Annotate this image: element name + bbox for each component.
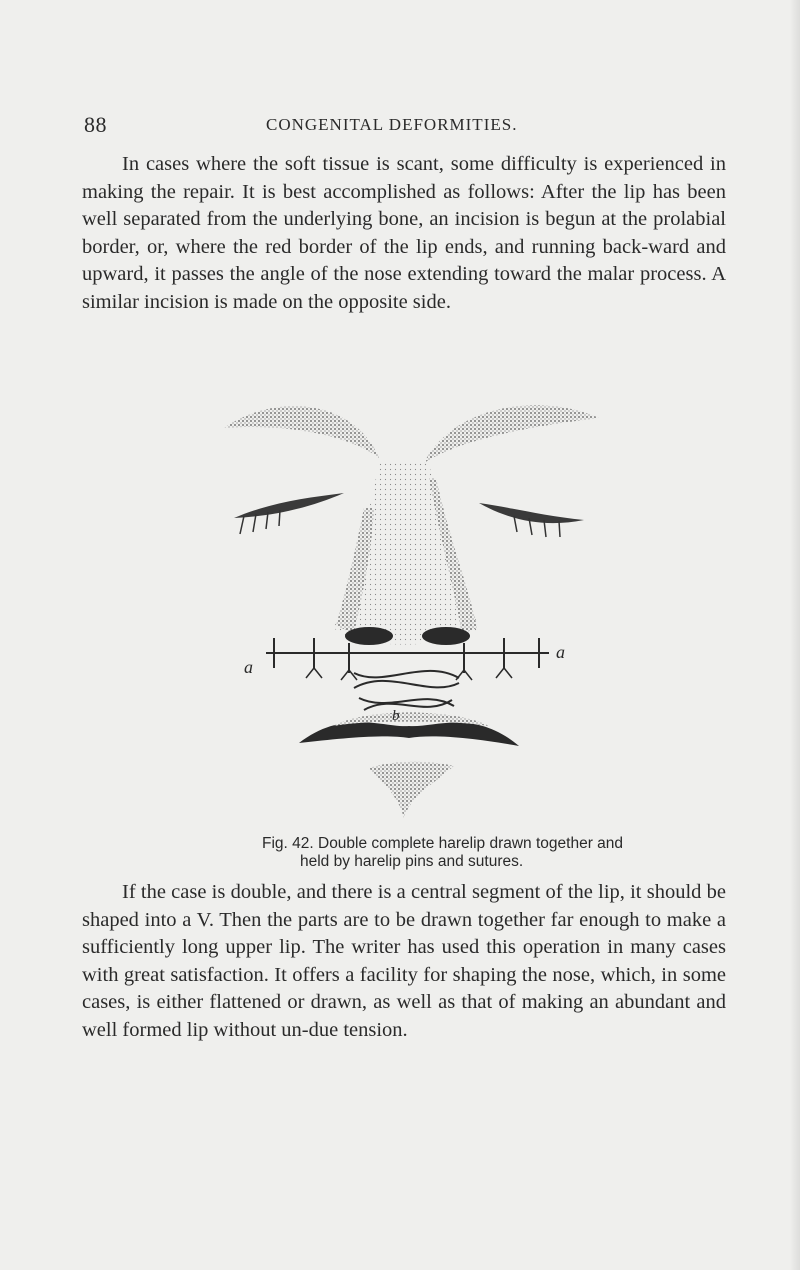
paragraph-1: In cases where the soft tissue is scant, some difficulty is experienced in making the repair. It is best accomplished as follows: After the lip has been well separated from the underlying bone, an incision is begun at the prolabial border, or, where the red border of the lip ends, and running back-ward and upward, it passes the angle of the nose extending toward the malar process. A similar incision is made on the opposite side.: [82, 153, 726, 313]
figure-label-b: b: [392, 708, 400, 724]
caption-line-1: Fig. 42. Double complete harelip drawn together and: [262, 835, 624, 852]
page-header: [84, 112, 724, 142]
chin: [369, 762, 454, 818]
upper-lip: [299, 722, 519, 746]
right-eye: [479, 503, 584, 523]
running-head: CONGENITAL DEFORMITIES.: [266, 115, 518, 134]
left-eyebrow: [224, 406, 379, 458]
figure-label-a-right: a: [556, 642, 565, 662]
page-number: 88: [84, 112, 107, 137]
figure-caption: [226, 835, 656, 871]
figure-42-illustration: [214, 388, 604, 828]
sutures: [354, 671, 459, 710]
caption-line-2: held by harelip pins and sutures.: [300, 853, 524, 870]
paragraph-2: If the case is double, and there is a central segment of the lip, it should be shaped into a V. Then the parts are to be drawn together far enough to make a sufficiently long upper lip. The writer has used this operation in many cases with great satisfaction. It offers a facility for shaping the nose, which, in some cases, is either flattened or drawn, as well as that of making an abundant and well formed lip without un-due tension.: [82, 881, 726, 1041]
right-nostril: [422, 627, 470, 645]
left-nostril: [345, 627, 393, 645]
figure-label-a-left: a: [244, 657, 253, 677]
right-eyebrow: [424, 405, 599, 463]
left-eye: [234, 493, 344, 518]
page-edge-shadow: [790, 0, 800, 1270]
pin-tips: [306, 668, 512, 680]
